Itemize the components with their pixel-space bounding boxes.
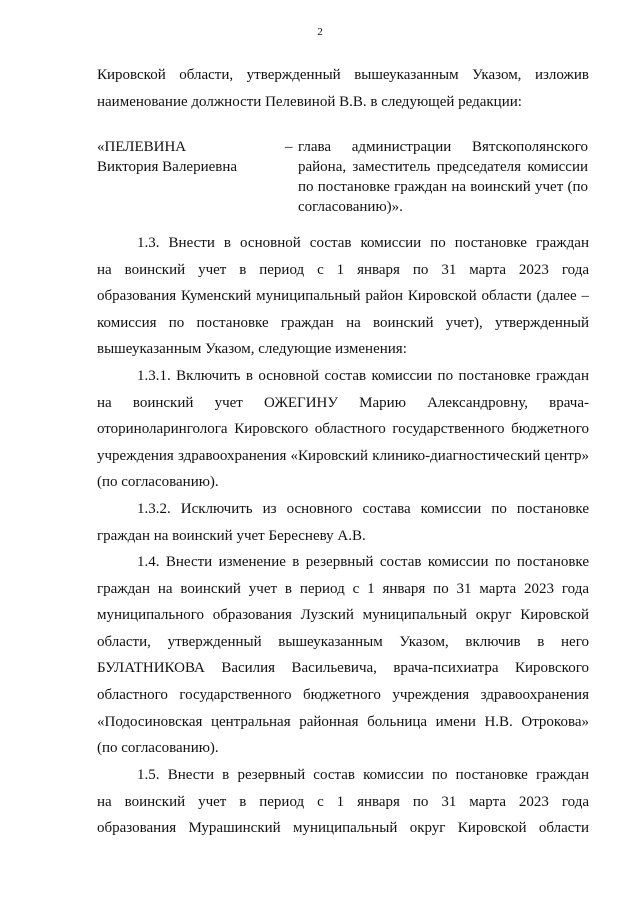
- text-line: согласованию)».: [298, 199, 403, 215]
- text-line: 1.3.1. Включить в основной состав комиссии по постановке граждан: [137, 368, 589, 384]
- appointee-position: [298, 137, 588, 217]
- paragraph-1-4: [97, 549, 589, 762]
- appointee-name: [97, 137, 237, 177]
- text-line: на воинский учет в период с 1 января по 31 марта 2023 года: [97, 793, 589, 810]
- text-line: 1.5. Внести в резервный состав комиссии по постановке граждан: [137, 767, 589, 783]
- text-line: области, утвержденный вышеуказанным Указом, включив в него: [97, 633, 589, 650]
- page-number: 2: [317, 26, 323, 38]
- paragraph-1-3-2: [97, 496, 589, 549]
- text-line: «Подосиновская центральная районная больница имени Н.В. Отрокова»: [97, 713, 589, 730]
- text-line: на воинский учет ОЖЕГИНУ Марию Александровну, врача-: [97, 394, 589, 411]
- text-line: граждан на воинский учет в период с 1 января по 31 марта 2023 года: [97, 580, 589, 597]
- text-line: (по согласованию).: [97, 740, 219, 757]
- text-line: (по согласованию).: [97, 474, 219, 491]
- text-line: наименование должности Пелевиной В.В. в следующей редакции:: [97, 93, 522, 110]
- paragraph-1-5: [97, 762, 589, 842]
- text-line: глава администрации Вятскополянского: [298, 139, 588, 155]
- text-line: учреждения здравоохранения «Кировский клинико-диагностический центр»: [97, 447, 589, 464]
- paragraph-1-3-1: [97, 363, 589, 496]
- paragraph-1-3: [97, 230, 589, 363]
- text-line: БУЛАТНИКОВА Василия Васильевича, врача-психиатра Кировского: [97, 660, 589, 677]
- text-line: граждан на воинский учет Бересневу А.В.: [97, 527, 366, 544]
- text-line: по постановке граждан на воинский учет (по: [298, 179, 588, 195]
- text-line: образования Куменский муниципальный район Кировской области (далее –: [97, 288, 589, 305]
- text-line: на воинский учет в период с 1 января по 31 марта 2023 года: [97, 261, 589, 278]
- text-line: Кировской области, утвержденный вышеуказанным Указом, изложив: [97, 67, 589, 83]
- dash-separator: –: [285, 139, 293, 155]
- text-line: оториноларинголога Кировского областного государственного бюджетного: [97, 421, 589, 438]
- text-line: района, заместитель председателя комиссии: [298, 159, 588, 175]
- text-line: 1.3. Внести в основной состав комиссии по постановке граждан: [137, 235, 589, 251]
- text-line: муниципального образования Лузский муниципальный округ Кировской: [97, 607, 589, 624]
- appointee-surname: «ПЕЛЕВИНА: [97, 139, 187, 155]
- text-line: областного государственного бюджетного учреждения здравоохранения: [97, 686, 589, 703]
- text-line: 1.3.2. Исключить из основного состава комиссии по постановке: [137, 501, 589, 517]
- text-line: образования Мурашинский муниципальный округ Кировской области: [97, 820, 589, 837]
- text-line: 1.4. Внести изменение в резервный состав комиссии по постановке: [137, 554, 589, 570]
- text-line: вышеуказанным Указом, следующие изменения:: [97, 341, 407, 358]
- intro-paragraph: [97, 62, 589, 115]
- text-line: комиссия по постановке граждан на воинский учет), утвержденный: [97, 314, 589, 331]
- appointee-given-names: Виктория Валериевна: [97, 159, 238, 175]
